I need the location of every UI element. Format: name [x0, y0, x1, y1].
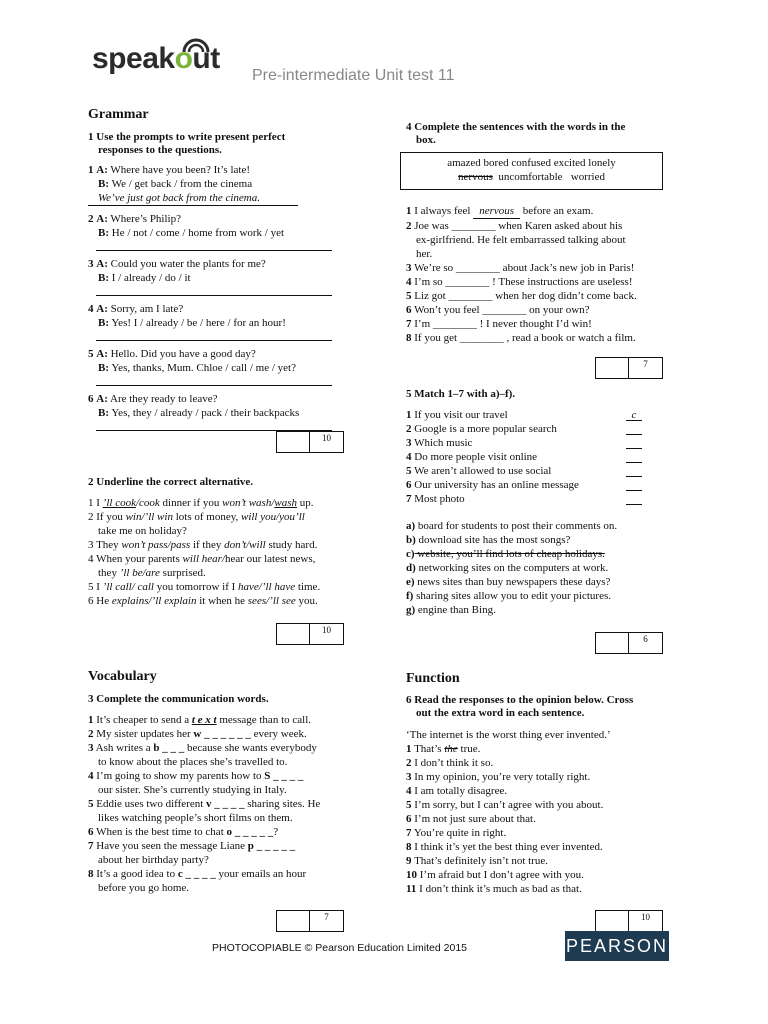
sentence-text: I think it’s yet the best thing ever invented.	[414, 841, 603, 853]
answer-blank	[626, 464, 642, 477]
item-text: Most photo	[414, 493, 465, 505]
ex4-line	[406, 247, 696, 261]
item-number: 3	[406, 437, 412, 449]
ex1-question	[88, 257, 338, 271]
ex6-instruction: 6 Read the responses to the opinion below. Cross out the extra word in each sentence.	[406, 694, 634, 719]
item-number: 6	[406, 479, 412, 491]
ex5-instruction: 5 Match 1–7 with a)–f).	[406, 388, 516, 400]
sentence-text: every week.	[250, 728, 307, 740]
item-number: 7	[406, 493, 412, 505]
item-number: 4	[88, 303, 94, 315]
ex3-instruction: 3 Complete the communication words.	[88, 693, 269, 705]
option-text: networking sites on the computers at work.	[415, 562, 609, 574]
ex3-score-box: 7	[276, 910, 344, 932]
item-number: 4	[406, 451, 412, 463]
ex6-line	[406, 882, 696, 896]
ex1-prompt	[88, 271, 338, 285]
sentence-text: I’m afraid but I don’t agree with you.	[419, 869, 584, 881]
item-number: 10	[406, 869, 417, 881]
sentence-text: your emails an hour	[215, 868, 307, 880]
question-text: Could you water the plants for me?	[110, 258, 266, 270]
ex4-line	[406, 233, 696, 247]
sentence-text: I’m going to show my parents how to	[96, 770, 265, 782]
item-number: 8	[406, 332, 412, 344]
ex1-question	[88, 302, 338, 316]
ex5-option	[406, 589, 696, 603]
ex2-items: 1 I ’ll cook/cook dinner if you won’t wash/wash up. 2 If you win/’ll win lots of money, will you/you’ll take me on holiday? 3 They won’t pass/pass if they don’t/will study hard. 4 When your parents will hear/hear our latest news, they ’ll be/are surprised. 5 I ’ll call/ call you tomorrow if I have/’ll have time. 6 He explains/’ll explain it when he sees/’ll see you.	[88, 497, 321, 607]
label-b: B:	[98, 227, 109, 239]
ex5-option	[406, 533, 696, 547]
item-number: 8	[406, 841, 412, 853]
ex6-line	[406, 854, 696, 868]
answer-line	[96, 385, 332, 386]
sentence-text: I don’t think it’s much as bad as that.	[419, 883, 582, 895]
item-number: 5	[88, 348, 94, 360]
item-number: 2	[88, 213, 94, 225]
ex2-instruction: 2 Underline the correct alternative.	[88, 476, 254, 488]
vocab-line	[88, 755, 378, 769]
word-gap: S _ _ _ _	[264, 770, 304, 782]
item-text: If you visit our travel	[414, 409, 508, 421]
item-number: 3	[88, 258, 94, 270]
sentence-text: If you get ________ , read a book or watch a film.	[414, 332, 636, 344]
sentence-text: Eddie uses two different	[96, 798, 207, 810]
ex1-items	[88, 163, 338, 437]
ex5-item	[406, 422, 646, 436]
item-number: 1	[406, 409, 412, 421]
ex5-items	[406, 408, 646, 506]
sentence-text: I always feel	[414, 205, 474, 217]
ex4-line	[406, 261, 696, 275]
sentence-text: Ash writes a	[95, 742, 154, 754]
item-number: 5	[406, 799, 412, 811]
ex1-item	[88, 163, 338, 206]
answer-line	[96, 340, 332, 341]
label-a: A:	[96, 303, 108, 315]
word-gap: b _ _ _	[153, 742, 185, 754]
ex6-items: ‘The internet is the worst thing ever invented.’ 1 That’s the true. 2 I don’t think it so. 3 In my opinion, you’re very totally right. 4 I am totally disagree. 5 I’m sorry, but I can’t agree with you about. 6 I’m not just sure about that. 7 You’re quite in right. 8 I think it’s yet the best thing ever invented. 9 That’s definitely isn’t not true. 10 I’m afraid but I don’t agree with you. 11 I don’t think it’s much as bad as that.	[406, 728, 696, 896]
item-text: Google is a more popular search	[414, 423, 557, 435]
sentence-text: ex-girlfriend. He felt embarrassed talking about	[416, 234, 626, 246]
item-number: 4	[88, 770, 94, 782]
vocabulary-heading: Vocabulary	[88, 669, 157, 684]
ex6-line	[406, 770, 696, 784]
vocab-line	[88, 783, 378, 797]
vocab-line	[88, 839, 378, 853]
answer-line	[96, 250, 332, 251]
sentence-text: before you go home.	[98, 882, 190, 894]
ex6-line	[406, 798, 696, 812]
vocab-line	[88, 727, 378, 741]
word-gap: v _ _ _ _	[206, 798, 245, 810]
word-gap: o _ _ _ _ _	[226, 826, 274, 838]
ex5-option	[406, 519, 696, 533]
sentence-text: Liz got ________ when her dog didn’t come back.	[414, 290, 637, 302]
test-title: Pre-intermediate Unit test 11	[252, 67, 455, 84]
ex6-line	[406, 756, 696, 770]
ex4-items	[406, 204, 696, 345]
label-a: A:	[96, 164, 108, 176]
option-text: board for students to post their comments on.	[415, 520, 618, 532]
ex4-line	[406, 289, 696, 303]
sentence-text: ?	[273, 826, 279, 838]
sentence-text: before an exam.	[520, 205, 594, 217]
option-letter: d)	[406, 562, 416, 574]
item-text: Our university has an online message	[414, 479, 579, 491]
option-text: download site has the most songs?	[415, 534, 571, 546]
item-number: 7	[406, 318, 412, 330]
sentence-text: That’s definitely isn’t not true.	[414, 855, 548, 867]
ex5-option	[406, 547, 696, 561]
sentence-text: because she wants everybody	[184, 742, 317, 754]
item-number: 1	[88, 164, 94, 176]
prompt-text: We / get back / from the cinema	[111, 178, 253, 190]
opinion-quote: ‘The internet is the worst thing ever invented.’	[406, 729, 611, 741]
ex5-item	[406, 450, 646, 464]
ex6-score-box: 10	[595, 910, 663, 932]
ex1-item	[88, 212, 338, 251]
word-gap: p _ _ _ _ _	[247, 840, 296, 852]
prompt-text: I / already / do / it	[111, 272, 191, 284]
ex6-line	[406, 840, 696, 854]
vocab-line	[88, 713, 378, 727]
sentence-text: I’m sorry, but I can’t agree with you about.	[414, 799, 604, 811]
vocab-line	[88, 867, 378, 881]
option-text: engine than Bing.	[415, 604, 496, 616]
option-letter: f)	[406, 590, 414, 602]
word-gap: w _ _ _ _ _ _	[193, 728, 251, 740]
sentence-text: about her birthday party?	[98, 854, 209, 866]
item-number: 1	[406, 205, 412, 217]
item-number: 3	[406, 262, 412, 274]
sentence-text: I am totally disagree.	[414, 785, 508, 797]
ex6-line	[406, 868, 696, 882]
label-b: B:	[98, 272, 109, 284]
item-number: 2	[88, 728, 94, 740]
ex5-item	[406, 436, 646, 450]
word-gap: c _ _ _ _	[177, 868, 216, 880]
ex1-prompt	[88, 316, 338, 330]
sentence-text: It’s a good idea to	[96, 868, 178, 880]
label-b: B:	[98, 317, 109, 329]
ex4-instruction: 4 Complete the sentences with the words in the box.	[406, 121, 626, 146]
ex6-line	[406, 812, 696, 826]
sentence-text: It’s cheaper to send a	[96, 714, 192, 726]
option-text: news sites than buy newspapers these days?	[414, 576, 611, 588]
label-a: A:	[96, 348, 108, 360]
question-text: Hello. Did you have a good day?	[110, 348, 256, 360]
ex2-score-box: 10	[276, 623, 344, 645]
prompt-text: Yes, they / already / pack / their backpacks	[111, 407, 300, 419]
ex1-question	[88, 392, 338, 406]
vocab-line	[88, 769, 378, 783]
question-text: Are they ready to leave?	[110, 393, 218, 405]
sentence-text: Have you seen the message Liane	[96, 840, 248, 852]
label-a: A:	[96, 258, 108, 270]
ex1-item	[88, 347, 338, 386]
answer-blank	[626, 450, 642, 463]
question-text: Where have you been? It’s late!	[110, 164, 250, 176]
item-number: 4	[406, 785, 412, 797]
option-letter: g)	[406, 604, 416, 616]
label-b: B:	[98, 407, 109, 419]
answer-blank	[626, 492, 642, 505]
copyright-footer: PHOTOCOPIABLE © Pearson Education Limited 2015	[212, 942, 468, 954]
ex5-item	[406, 408, 646, 422]
label-a: A:	[96, 393, 108, 405]
ex5-option	[406, 575, 696, 589]
sentence-text: I’m not just sure about that.	[414, 813, 536, 825]
item-number: 8	[88, 868, 94, 880]
vocab-line	[88, 881, 378, 895]
speakout-logo-arc	[181, 36, 211, 54]
ex5-options	[406, 519, 696, 617]
item-number: 5	[406, 465, 412, 477]
ex1-question	[88, 347, 338, 361]
ex6-line	[406, 826, 696, 840]
ex1-question	[88, 163, 338, 177]
item-number: 4	[406, 276, 412, 288]
item-number: 6	[406, 304, 412, 316]
answer-line	[96, 295, 332, 296]
sentence-text: When is the best time to chat	[96, 826, 227, 838]
item-number: 6	[88, 393, 94, 405]
sentence-text: My sister updates her	[96, 728, 194, 740]
sentence-text: our sister. She’s currently studying in Italy.	[98, 784, 287, 796]
item-number: 2	[406, 423, 412, 435]
ex4-line	[406, 303, 696, 317]
ex1-prompt	[88, 226, 338, 240]
item-number: 11	[406, 883, 417, 895]
ex1-prompt	[88, 361, 338, 375]
option-letter: c)	[406, 548, 415, 560]
grammar-heading: Grammar	[88, 107, 149, 122]
example-answer: nervous	[473, 204, 520, 219]
ex5-option	[406, 561, 696, 575]
ex1-item	[88, 392, 338, 431]
item-number: 3	[406, 771, 412, 783]
prompt-text: Yes! I / already / be / here / for an hour!	[111, 317, 286, 329]
vocab-line	[88, 811, 378, 825]
item-number: 7	[406, 827, 412, 839]
sentence-text: In my opinion, you’re very totally right.	[414, 771, 591, 783]
item-number: 1	[88, 714, 94, 726]
ex6-line	[406, 784, 696, 798]
answer-blank	[626, 436, 642, 449]
ex4-score-box: 7	[595, 357, 663, 379]
ex1-prompt	[88, 177, 338, 191]
vocab-line	[88, 853, 378, 867]
answer-blank	[626, 478, 642, 491]
word-gap: t e x t	[191, 714, 217, 726]
option-text: website, you’ll find lots of cheap holidays.	[414, 548, 605, 560]
ex1-item	[88, 302, 338, 341]
label-b: B:	[98, 362, 109, 374]
sentence-text: likes watching people’s short films on them.	[98, 812, 293, 824]
ex1-prompt	[88, 406, 338, 420]
question-text: Where’s Philip?	[110, 213, 181, 225]
ex1-score-box: 10	[276, 431, 344, 453]
sentence-text: I’m so ________ ! These instructions are useless!	[414, 276, 633, 288]
item-number: 9	[406, 855, 412, 867]
sentence-text: to know about the places she’s travelled to.	[98, 756, 288, 768]
word-box: amazed bored confused excited lonely nervous uncomfortable worried	[400, 152, 663, 190]
item-number: 6	[406, 813, 412, 825]
answer-blank	[626, 422, 642, 435]
sentence-text: sharing sites. He	[244, 798, 321, 810]
item-number: 5	[88, 798, 94, 810]
ex4-line	[406, 317, 696, 331]
ex1-instruction: 1 Use the prompts to write present perfect responses to the questions.	[88, 131, 286, 156]
pearson-logo: PEARSON	[565, 931, 669, 961]
ex5-item	[406, 492, 646, 506]
item-text: Which music	[414, 437, 473, 449]
item-number: 5	[406, 290, 412, 302]
item-number: 6	[88, 826, 94, 838]
prompt-text: Yes, thanks, Mum. Chloe / call / me / yet?	[111, 362, 296, 374]
sentence-text: I’m ________ ! I never thought I’d win!	[414, 318, 592, 330]
option-letter: e)	[406, 576, 415, 588]
function-heading: Function	[406, 671, 460, 686]
item-text: We aren’t allowed to use social	[414, 465, 552, 477]
sentence-text: I don’t think it so.	[414, 757, 494, 769]
speakout-logo: speakout	[92, 42, 220, 75]
sentence-text: message than to call.	[216, 714, 311, 726]
option-letter: a)	[406, 520, 416, 532]
ex1-question	[88, 212, 338, 226]
item-number: 3	[88, 742, 94, 754]
sentence-text: Joe was ________ when Karen asked about his	[414, 220, 623, 232]
option-letter: b)	[406, 534, 416, 546]
ex5-item	[406, 464, 646, 478]
sentence-text: Won’t you feel ________ on your own?	[414, 304, 590, 316]
sentence-text: her.	[416, 248, 433, 260]
sentence-text: We’re so ________ about Jack’s new job in Paris!	[414, 262, 635, 274]
prompt-text: He / not / come / home from work / yet	[111, 227, 285, 239]
item-number: 7	[88, 840, 94, 852]
ex1-example-answer: We’ve just got back from the cinema.	[88, 191, 298, 206]
ex4-line	[406, 219, 696, 233]
ex4-line	[406, 275, 696, 289]
sentence-text: You’re quite in right.	[413, 827, 507, 839]
question-text: Sorry, am I late?	[110, 303, 184, 315]
label-b: B:	[98, 178, 109, 190]
answer-blank: c	[626, 408, 642, 421]
ex4-line	[406, 204, 696, 219]
ex5-item	[406, 478, 646, 492]
item-number: 2	[406, 220, 412, 232]
vocab-line	[88, 825, 378, 839]
label-a: A:	[96, 213, 108, 225]
ex1-item	[88, 257, 338, 296]
ex5-option	[406, 603, 696, 617]
ex3-items	[88, 713, 378, 895]
item-number: 2	[406, 757, 412, 769]
vocab-line	[88, 741, 378, 755]
option-text: sharing sites allow you to edit your pictures.	[413, 590, 611, 602]
ex4-line	[406, 331, 696, 345]
ex5-score-box: 6	[595, 632, 663, 654]
vocab-line	[88, 797, 378, 811]
item-text: Do more people visit online	[414, 451, 538, 463]
